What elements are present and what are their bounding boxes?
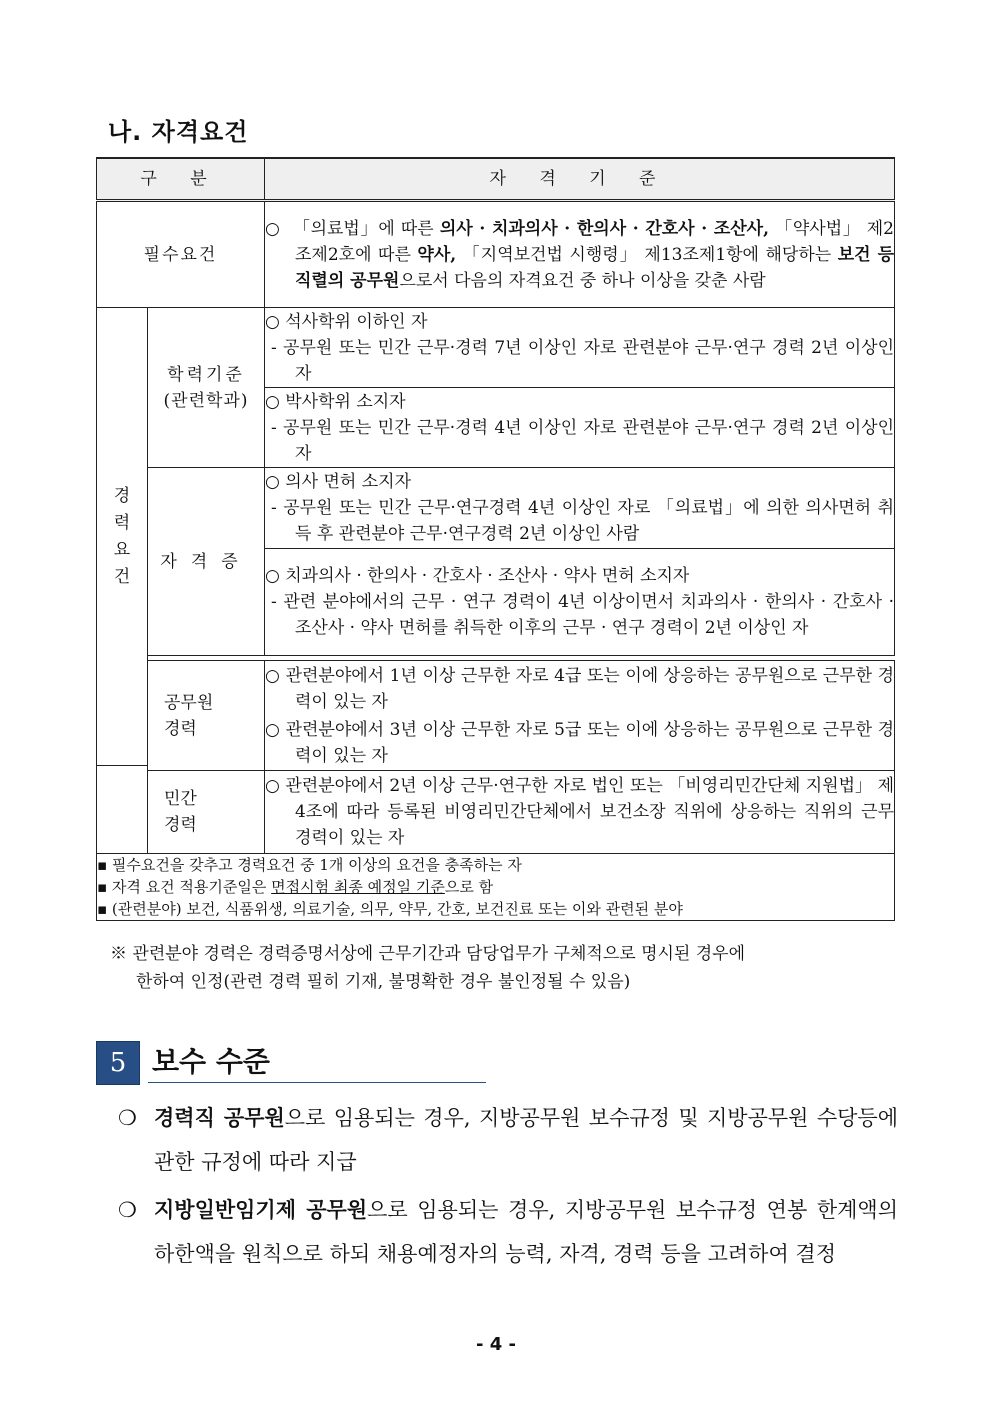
education-masters-detail: - 공무원 또는 민간 근무·경력 7년 이상인 자로 관련분야 근무·연구 경력 2년 이상인 자 (271, 337, 894, 384)
mandatory-content (265, 201, 895, 308)
mandatory-text-2: 「약사법」 제2조제2호에 따른 (295, 218, 894, 265)
note-2-text-b: 으로 함 (444, 878, 494, 896)
mandatory-text-3: 「지역보건법 시행령」 제13조제1항에 해당하는 (456, 244, 838, 265)
mandatory-bold-1: 의사 · 치과의사 · 한의사 · 간호사 · 조산사, (439, 218, 770, 239)
education-row-1 (97, 308, 895, 388)
private-career-row (97, 771, 895, 854)
public-label-2: 경력 (164, 718, 197, 739)
education-doctorate-title: ○ 박사학위 소지자 (265, 391, 406, 412)
note-3: ▪ (관련분야) 보건, 식품위생, 의료기술, 의무, 약무, 간호, 보건진료 또는 이와 관련된 분야 (97, 900, 683, 918)
education-doctorate-detail: - 공무원 또는 민간 근무·경력 4년 이상인 자로 관련분야 근무·연구 경력 2년 이상인 자 (271, 417, 894, 464)
mandatory-bold-2: 약사, (417, 244, 457, 265)
qualification-table-lower (96, 660, 895, 921)
education-masters (265, 308, 895, 388)
license-other-title: ○ 치과의사 · 한의사 · 간호사 · 조산사 · 약사 면허 소지자 (265, 566, 690, 586)
private-career-content (265, 771, 895, 854)
education-label (148, 308, 265, 468)
public-career-content (265, 661, 895, 771)
pay-item-1-text: 으로 임용되는 경우, 지방공무원 보수규정 및 지방공무원 수당등에 관한 규정에 따라 지급 (154, 1106, 899, 1174)
note-2-underline: 면접시험 최종 예정일 기준 (271, 878, 445, 896)
license-other (265, 549, 895, 656)
notes-row (97, 854, 895, 921)
header-category: 구 분 (97, 158, 265, 201)
remark-line-2: 한하여 인정(관련 경력 필히 기재, 불명확한 경우 불인정될 수 있음) (136, 972, 631, 992)
career-label-char: 요 (113, 539, 131, 560)
license-row-1 (97, 468, 895, 549)
section-5-number: 5 (96, 1041, 140, 1085)
public-career-item-1: ○ 관련분야에서 1년 이상 근무한 자로 4급 또는 이에 상응하는 공무원으로 근무한 경력이 있는 자 (265, 665, 894, 712)
notes-cell (97, 854, 895, 921)
mandatory-label: 필수요건 (97, 201, 265, 308)
mandatory-row (97, 201, 895, 308)
private-label-1: 민간 (164, 789, 197, 809)
header-criteria: 자 격 기 준 (265, 158, 895, 201)
public-career-label (148, 661, 265, 771)
license-other-detail: - 관련 분야에서의 근무 · 연구 경력이 4년 이상이면서 치과의사 · 한의사 · 간호사 · 조산사 · 약사 면허를 취득한 이후의 근무 · 연구 경력이 2년 이상인 자 (271, 592, 894, 638)
mandatory-text-4: 으로서 다음의 자격요건 중 하나 이상을 갖춘 사람 (399, 270, 766, 291)
education-label-2: (관련학과) (163, 390, 249, 411)
education-doctorate (265, 388, 895, 468)
career-label-char: 경 (113, 485, 131, 506)
note-2 (97, 876, 894, 898)
public-career-item-2: ○ 관련분야에서 3년 이상 근무한 자로 5급 또는 이에 상응하는 공무원으로 근무한 경력이 있는 자 (265, 719, 894, 766)
remark (110, 940, 896, 996)
career-column-continuation (97, 661, 148, 854)
license-doctor-title: ○ 의사 면허 소지자 (265, 472, 411, 492)
license-doctor-detail: - 공무원 또는 민간 근무·연구경력 4년 이상인 자로 「의료법」에 의한 의사면허 취득 후 관련분야 근무·연구경력 2년 이상인 사람 (271, 498, 894, 544)
private-career-item-1: ○ 관련분야에서 2년 이상 근무·연구한 자로 법인 또는 「비영리민간단체 지원법」 제4조에 따라 등록된 비영리민간단체에서 보건소장 직위에 상응하는 직위의 근무 경력이 있는 자 (265, 776, 894, 848)
private-label-2: 경력 (164, 815, 197, 835)
note-2-text-a: ▪ 자격 요건 적용기준일은 (97, 878, 272, 896)
pay-item-1 (118, 1096, 898, 1184)
circle-mark: ○ (265, 218, 281, 239)
section-title: 나. 자격요건 (108, 118, 249, 146)
pay-item-1-bold: 경력직 공무원 (154, 1105, 285, 1130)
section-5-underline (148, 1082, 486, 1083)
circle-bullet-icon: ❍ (118, 1198, 137, 1222)
career-label-char: 력 (113, 512, 131, 533)
section-5-title: 보수 수준 (152, 1045, 270, 1078)
public-label-1: 공무원 (164, 692, 214, 713)
circle-bullet-icon: ❍ (118, 1106, 137, 1130)
license-label-text: 자격증 (160, 551, 252, 572)
license-doctor (265, 468, 895, 549)
public-career-row (97, 661, 895, 771)
education-label-1: 학력기준 (167, 364, 245, 385)
pay-item-2-text: 으로 임용되는 경우, 지방공무원 보수규정 연봉 한계액의 하한액을 원칙으로 하되 채용예정자의 능력, 자격, 경력 등을 고려하여 결정 (154, 1198, 898, 1266)
private-career-label (148, 771, 265, 854)
pay-item-2 (118, 1188, 898, 1276)
education-masters-title: ○ 석사학위 이하인 자 (265, 311, 428, 332)
note-1: ▪ 필수요건을 갖추고 경력요건 중 1개 이상의 요건을 충족하는 자 (97, 856, 522, 874)
career-label-char: 건 (113, 566, 131, 587)
mandatory-bold-3: 보건 등 직렬의 공무원 (295, 244, 895, 291)
mandatory-text-1: 「의료법」에 따른 (292, 218, 440, 239)
page-number: - 4 - (476, 1334, 516, 1355)
pay-item-2-bold: 지방일반임기제 공무원 (154, 1197, 368, 1222)
remark-line-1: ※ 관련분야 경력은 경력증명서상에 근무기간과 담당업무가 구체적으로 명시된 경우에 (110, 944, 745, 964)
license-label (148, 468, 265, 656)
